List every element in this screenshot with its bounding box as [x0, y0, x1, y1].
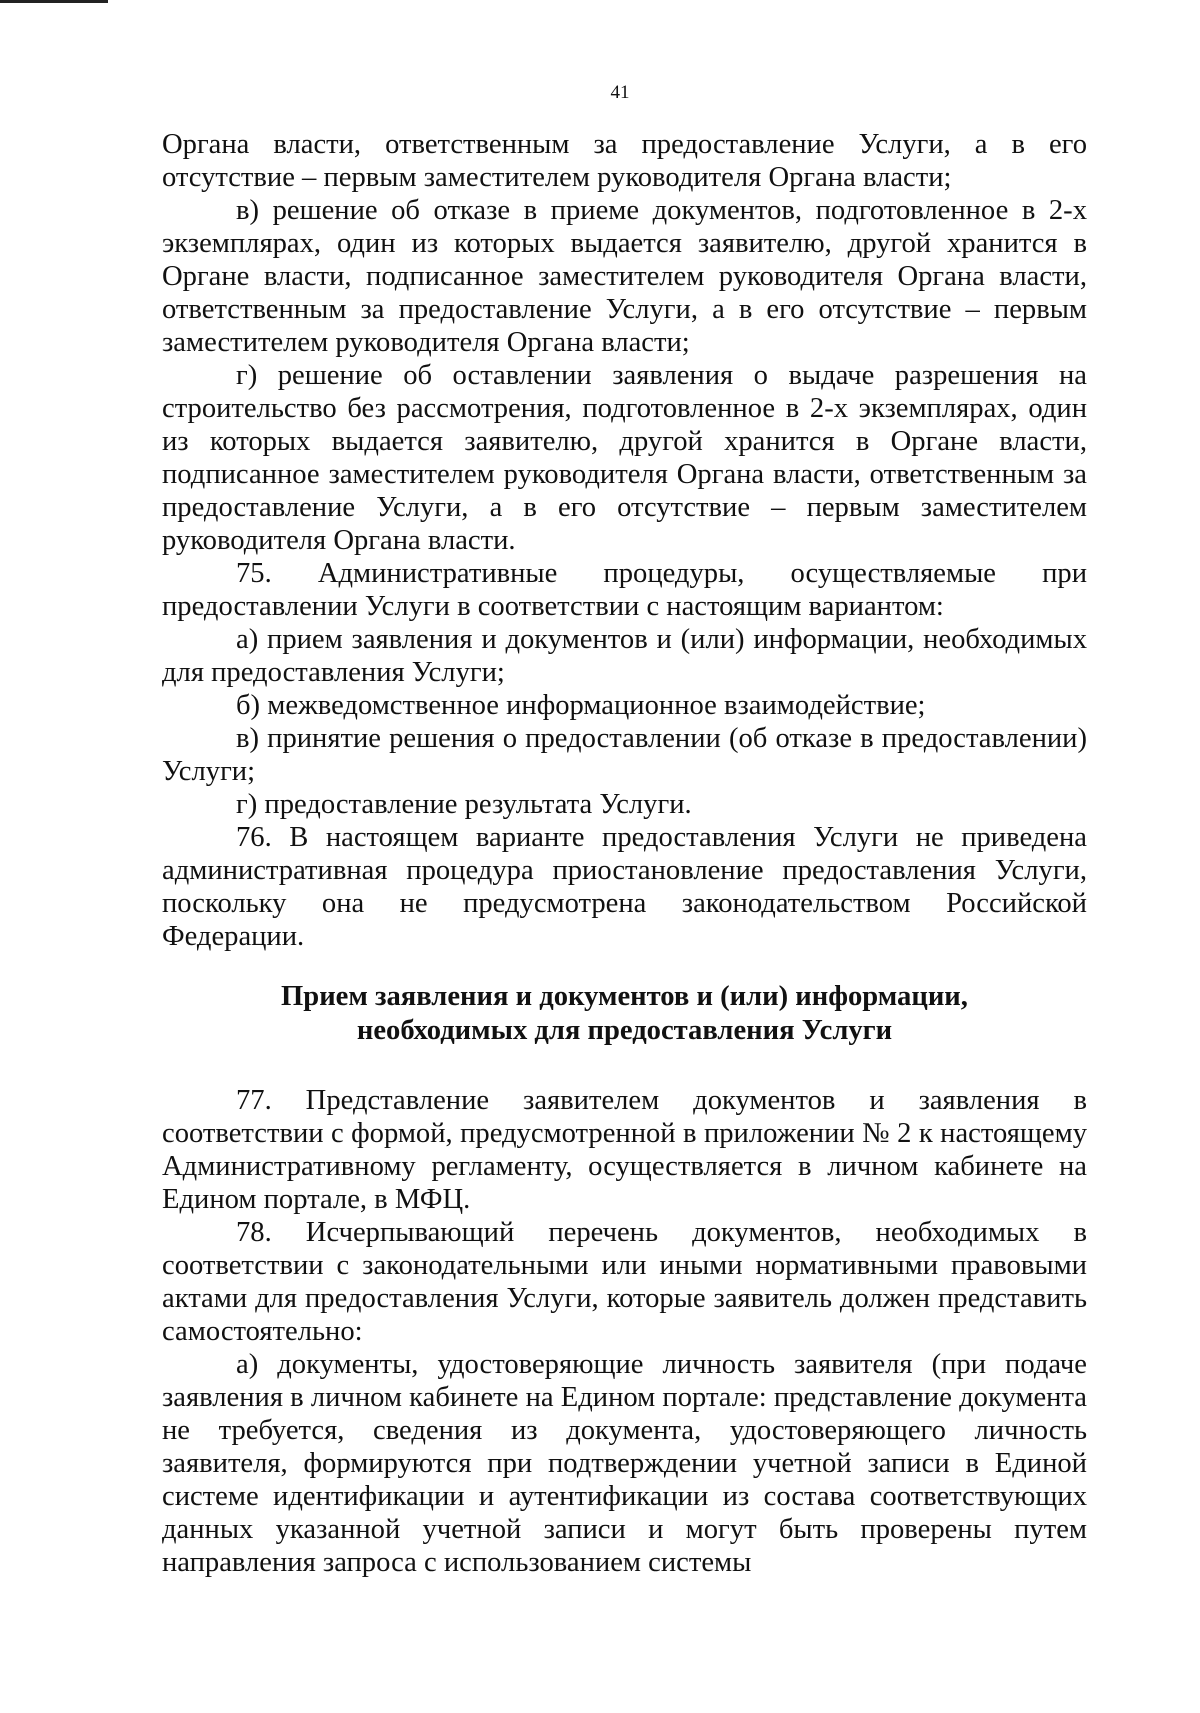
scan-edge-mark — [0, 0, 108, 3]
paragraph: б) межведомственное информационное взаимодействие; — [236, 690, 926, 721]
paragraph: Органа власти, ответственным за предоставление Услуги, а в его отсутствие – первым заместителем руководителя Органа власти; — [162, 129, 1087, 193]
paragraph: 77. Представление заявителем документов и заявления в соответствии с формой, предусмотренной в приложении № 2 к настоящему Административному регламенту, осуществляется в личном кабинете на Едином портале, в МФЦ. — [162, 1085, 1087, 1215]
body-text-bottom — [162, 1084, 1087, 1579]
paragraph: а) прием заявления и документов и (или) информации, необходимых для предоставления Услуги; — [162, 624, 1087, 688]
paragraph: 75. Административные процедуры, осуществляемые при предоставлении Услуги в соответствии с настоящим вариантом: — [162, 558, 1087, 622]
paragraph: в) принятие решения о предоставлении (об отказе в предоставлении) Услуги; — [162, 723, 1087, 787]
paragraph: 78. Исчерпывающий перечень документов, необходимых в соответствии с законодательными или иными нормативными правовыми актами для предоставления Услуги, которые заявитель должен представить самостоятельно: — [162, 1217, 1087, 1347]
paragraph: г) решение об оставлении заявления о выдаче разрешения на строительство без рассмотрения, подготовленное в 2-х экземплярах, один из которых выдается заявителю, другой хранится в Органе власти, подписанное заместителем руководителя Органа власти, ответственным за предоставление Услуги, а в его отсутствие – первым заместителем руководителя Органа власти. — [162, 360, 1087, 556]
section-heading — [162, 980, 1087, 1048]
body-text-top — [162, 128, 1087, 953]
paragraph: 76. В настоящем варианте предоставления Услуги не приведена административная процедура приостановление предоставления Услуги, поскольку она не предусмотрена законодательством Российской Федерации. — [162, 822, 1087, 952]
paragraph: в) решение об отказе в приеме документов, подготовленное в 2-х экземплярах, один из которых выдается заявителю, другой хранится в Органе власти, подписанное заместителем руководителя Органа власти, ответственным за предоставление Услуги, а в его отсутствие – первым заместителем руководителя Органа власти; — [162, 195, 1087, 358]
paragraph: а) документы, удостоверяющие личность заявителя (при подаче заявления в личном кабинете на Едином портале: представление документа не требуется, сведения из документа, удостоверяющего личность заявителя, формируются при подтверждении учетной записи в Единой системе идентификации и аутентификации из состава соответствующих данных указанной учетной записи и могут быть проверены путем направления запроса с использованием системы — [162, 1349, 1087, 1578]
page-number: 41 — [610, 82, 630, 103]
paragraph: г) предоставление результата Услуги. — [236, 789, 692, 820]
section-heading-line: необходимых для предоставления Услуги — [356, 1015, 893, 1046]
section-heading-line: Прием заявления и документов и (или) информации, — [281, 981, 968, 1012]
